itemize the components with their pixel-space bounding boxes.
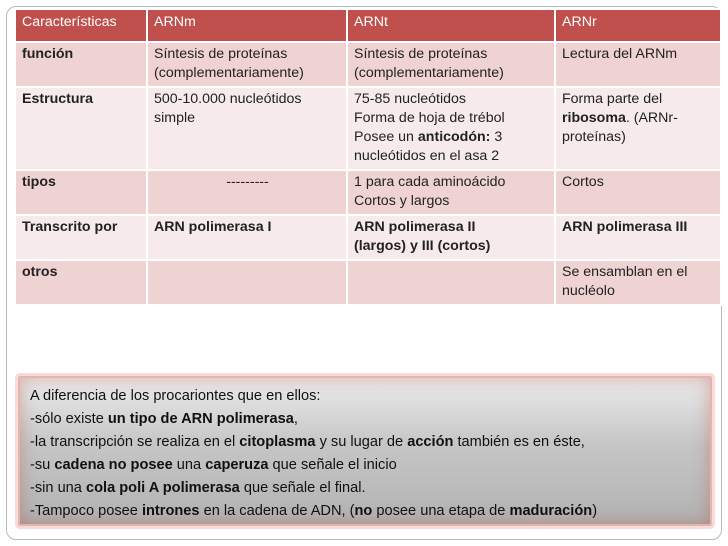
row-label-estructura: Estructura	[15, 87, 147, 170]
row-label-otros: otros	[15, 260, 147, 305]
cell-funcion-arnr: Lectura del ARNm	[555, 42, 721, 87]
header-arnt: ARNt	[347, 9, 555, 42]
note-line-3: -la transcripción se realiza en el citoplasma y su lugar de acción también es en éste,	[30, 434, 585, 450]
header-arnm: ARNm	[147, 9, 347, 42]
table-row-otros	[15, 260, 721, 305]
cell-estructura-arnm: 500-10.000 nucleótidos simple	[147, 87, 347, 170]
header-caracteristicas: Características	[15, 9, 147, 42]
table-row-transcrito	[15, 215, 721, 260]
table-header-row	[15, 9, 721, 42]
cell-transcrito-arnr: ARN polimerasa III	[555, 215, 721, 260]
cell-tipos-arnt: 1 para cada aminoácido Cortos y largos	[347, 170, 555, 215]
cell-tipos-arnr: Cortos	[555, 170, 721, 215]
note-line-2: -sólo existe un tipo de ARN polimerasa,	[30, 411, 298, 427]
cell-transcrito-arnt: ARN polimerasa II (largos) y III (cortos)	[347, 215, 555, 260]
cell-tipos-arnm: ---------	[147, 170, 347, 215]
note-line-6: -Tampoco posee intrones en la cadena de ADN, (no posee una etapa de maduración)	[30, 503, 598, 519]
cell-otros-arnm	[147, 260, 347, 305]
cell-transcrito-arnm: ARN polimerasa I	[147, 215, 347, 260]
row-label-tipos: tipos	[15, 170, 147, 215]
header-arnr: ARNr	[555, 9, 721, 42]
table-row-funcion	[15, 42, 721, 87]
cell-funcion-arnm: Síntesis de proteínas (complementariamente)	[147, 42, 347, 87]
note-text	[30, 385, 704, 523]
comparison-table	[14, 8, 722, 306]
note-line-4: -su cadena no posee una caperuza que señale el inicio	[30, 457, 397, 473]
note-line-5: -sin una cola poli A polimerasa que señale el final.	[30, 480, 366, 496]
row-label-funcion: función	[15, 42, 147, 87]
note-line-1: A diferencia de los procariontes que en ellos:	[30, 388, 321, 404]
row-label-transcrito: Transcrito por	[15, 215, 147, 260]
cell-otros-arnt	[347, 260, 555, 305]
cell-funcion-arnt: Síntesis de proteínas (complementariamente)	[347, 42, 555, 87]
cell-estructura-arnt: 75-85 nucleótidos Forma de hoja de trébol Posee un anticodón: 3 nucleótidos en el asa 2	[347, 87, 555, 170]
table-row-tipos	[15, 170, 721, 215]
note-box	[18, 376, 712, 526]
cell-estructura-arnr: Forma parte del ribosoma. (ARNr- proteínas)	[555, 87, 721, 170]
table-row-estructura	[15, 87, 721, 170]
cell-otros-arnr: Se ensamblan en el nucléolo	[555, 260, 721, 305]
